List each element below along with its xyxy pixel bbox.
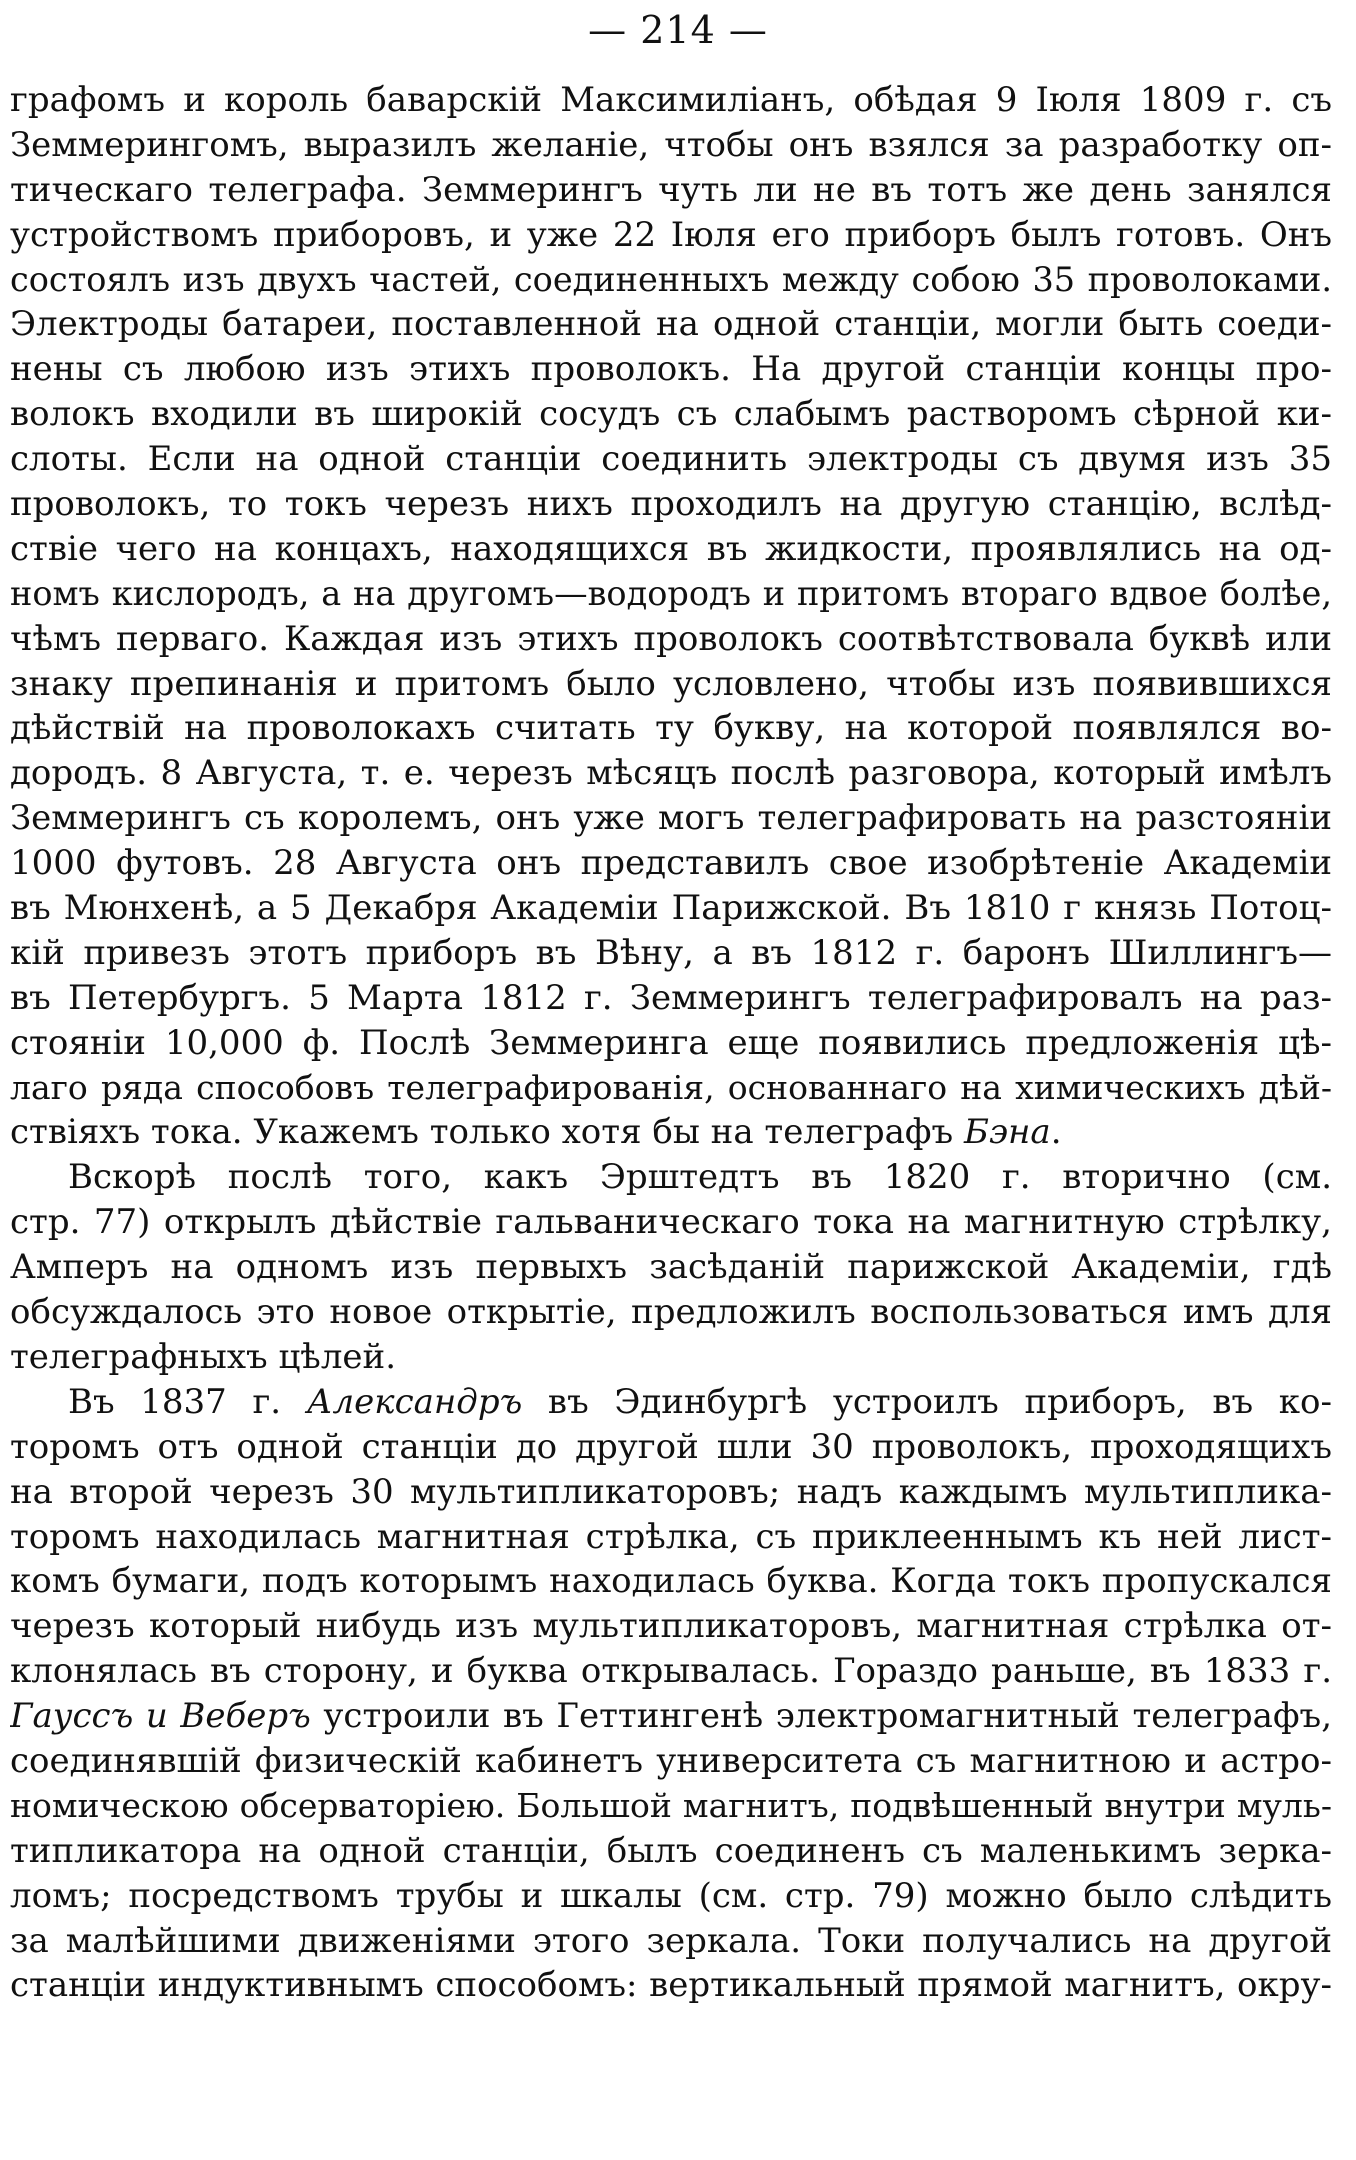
text-line: номъ кислородъ, а на другомъ—водородъ и притомъ втораго вдвое болѣе,: [10, 573, 1332, 613]
text-line: тическаго телеграфа. Земмерингъ чуть ли не въ тотъ же день занялся: [10, 169, 1332, 210]
text-line: лаго ряда способовъ телеграфированія, основаннаго на химическихъ дѣй-: [10, 1067, 1332, 1107]
text-line: Земмерингъ съ королемъ, онъ уже могъ телеграфировать на разстояніи: [10, 798, 1332, 839]
text-line: [10, 1110, 1332, 1155]
text-line: Амперъ на одномъ изъ первыхъ засѣданій парижской Академіи, гдѣ: [10, 1247, 1332, 1288]
text-line: въ Мюнхенѣ, а 5 Декабря Академіи Парижской. Въ 1810 г князь Потоц-: [10, 888, 1332, 929]
italic-name: Бэна: [963, 1112, 1051, 1153]
text-line: [10, 1694, 1332, 1739]
paragraph-2: [10, 1155, 1332, 1379]
paragraph-3: [10, 1380, 1332, 2008]
text-run: Въ 1837 г.: [68, 1381, 307, 1422]
page-number: — 214 —: [588, 8, 768, 52]
text-line: знаку препинанія и притомъ было условлено, чтобы изъ появившихся: [10, 663, 1332, 704]
text-run: въ Эдинбургѣ устроилъ приборъ, въ ко-: [522, 1381, 1332, 1422]
text-line: волокъ входили въ широкій сосудъ съ слабымъ растворомъ сѣрной ки-: [10, 394, 1332, 435]
text-line: на второй черезъ 30 мультипликаторовъ; надъ каждымъ мультиплика-: [10, 1471, 1332, 1512]
text-line: телеграфныхъ цѣлей.: [10, 1336, 397, 1377]
italic-name: Александръ: [306, 1381, 523, 1422]
text-line: стояніи 10,000 ф. Послѣ Земмеринга еще появились предложенія цѣ-: [10, 1022, 1332, 1063]
text-line: [10, 1380, 1332, 1425]
text-line: номическою обсерваторіею. Большой магнитъ, подвѣшенный внутри муль-: [10, 1785, 1332, 1825]
text-line: Электроды батареи, поставленной на одной станціи, могли быть соеди-: [10, 304, 1332, 345]
text-run: .: [1050, 1112, 1062, 1153]
text-line: дородъ. 8 Августа, т. е. черезъ мѣсяцъ послѣ разговора, который имѣлъ: [10, 753, 1332, 794]
text-line: черезъ который нибудь изъ мультипликаторовъ, магнитная стрѣлка от-: [10, 1606, 1332, 1647]
text-line: въ Петербургъ. 5 Марта 1812 г. Земмерингъ телеграфировалъ на раз-: [10, 977, 1332, 1018]
italic-name: Гауссъ и Веберъ: [10, 1696, 311, 1737]
text-line: Вскорѣ послѣ того, какъ Эрштедтъ въ 1820 г. вторично (см.: [68, 1157, 1332, 1198]
text-run: устроили въ Геттингенѣ электромагнитный телеграфъ,: [310, 1696, 1332, 1737]
page-body: [10, 78, 1332, 2008]
text-line: торомъ находилась магнитная стрѣлка, съ приклееннымъ къ ней лист-: [10, 1516, 1332, 1557]
text-line: 1000 футовъ. 28 Августа онъ представилъ свое изобрѣтеніе Академіи: [10, 843, 1332, 884]
text-run: ствіяхъ тока. Укажемъ только хотя бы на телеграфъ: [10, 1112, 964, 1153]
text-line: состоялъ изъ двухъ частей, соединенныхъ между собою 35 проволоками.: [10, 259, 1332, 299]
text-line: устройствомъ приборовъ, и уже 22 Іюля его приборъ былъ готовъ. Онъ: [10, 214, 1332, 255]
text-line: Земмерингомъ, выразилъ желаніе, чтобы онъ взялся за разработку оп-: [10, 124, 1332, 165]
text-line: чѣмъ перваго. Каждая изъ этихъ проволокъ соотвѣтствовала буквѣ или: [10, 618, 1332, 659]
text-line: дѣйствій на проволокахъ считать ту букву, на которой появлялся во-: [10, 708, 1332, 749]
text-line: ствіе чего на концахъ, находящихся въ жидкости, проявлялись на од-: [10, 528, 1332, 569]
paragraph-1: [10, 78, 1332, 1155]
text-line: клонялась въ сторону, и буква открывалась. Гораздо раньше, въ 1833 г.: [10, 1651, 1332, 1692]
text-line: проволокъ, то токъ черезъ нихъ проходилъ на другую станцію, вслѣд-: [10, 484, 1332, 525]
text-line: торомъ отъ одной станціи до другой шли 30 проволокъ, проходящихъ: [10, 1426, 1332, 1467]
text-line: нены съ любою изъ этихъ проволокъ. На другой станціи концы про-: [10, 349, 1332, 390]
text-line: соединявшій физическій кабинетъ университета съ магнитною и астро-: [10, 1740, 1332, 1781]
text-line: за малѣйшими движеніями этого зеркала. Токи получались на другой: [10, 1920, 1332, 1961]
text-line: обсуждалось это новое открытіе, предложилъ воспользоваться имъ для: [10, 1292, 1332, 1333]
text-line: ломъ; посредствомъ трубы и шкалы (см. стр. 79) можно было слѣдить: [10, 1875, 1332, 1916]
text-line: графомъ и король баварскій Максимиліанъ, обѣдая 9 Іюля 1809 г. съ: [10, 80, 1332, 120]
text-line: станціи индуктивнымъ способомъ: вертикальный прямой магнитъ, окру-: [10, 1965, 1332, 2006]
text-line: типликатора на одной станціи, былъ соединенъ съ маленькимъ зерка-: [10, 1830, 1332, 1871]
text-line: кій привезъ этотъ приборъ въ Вѣну, а въ 1812 г. баронъ Шиллингъ—: [10, 932, 1332, 973]
text-line: слоты. Если на одной станціи соединить электроды съ двумя изъ 35: [10, 439, 1332, 480]
text-line: стр. 77) открылъ дѣйствіе гальваническаго тока на магнитную стрѣлку,: [10, 1202, 1332, 1243]
text-line: комъ бумаги, подъ которымъ находилась буква. Когда токъ пропускался: [10, 1561, 1332, 1602]
